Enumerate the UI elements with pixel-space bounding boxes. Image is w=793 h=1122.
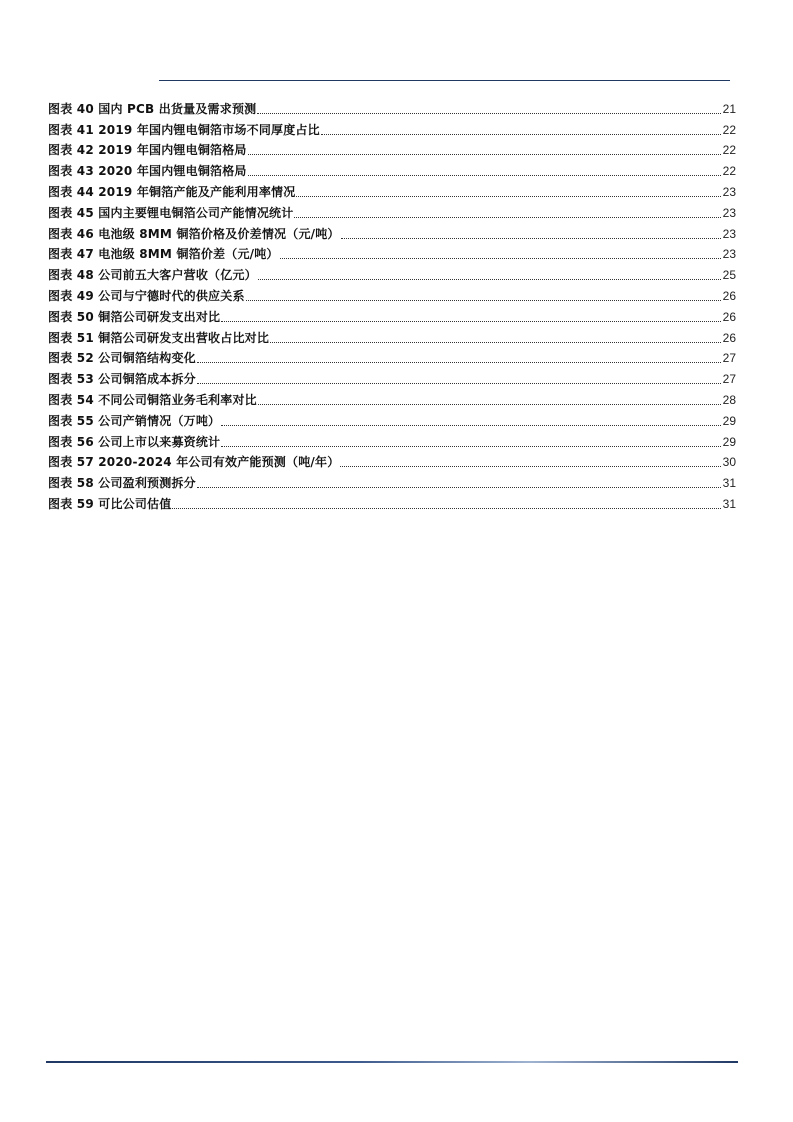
toc-entry-page: 28 (722, 392, 736, 407)
toc-entry-page: 26 (722, 288, 736, 303)
toc-entry[interactable] (48, 346, 736, 367)
toc-entry-label: 图表 59 可比公司估值 (48, 496, 172, 511)
toc-entry-label: 图表 52 公司铜箔结构变化 (48, 351, 196, 366)
toc-entry-label: 图表 51 铜箔公司研发支出营收占比对比 (48, 330, 270, 345)
toc-entry-page: 27 (722, 351, 736, 366)
toc-entry-page: 22 (722, 143, 736, 158)
toc-dot-leader (257, 113, 720, 114)
toc-entry-page: 26 (722, 330, 736, 345)
toc-entry[interactable] (48, 408, 736, 429)
toc-dot-leader (258, 279, 721, 280)
toc-entry-label: 图表 47 电池级 8MM 铜箔价差（元/吨） (48, 247, 279, 262)
toc-entry-page: 27 (722, 372, 736, 387)
toc-entry[interactable] (48, 325, 736, 346)
toc-entry-label: 图表 41 2019 年国内锂电铜箔市场不同厚度占比 (48, 122, 320, 137)
toc-dot-leader (221, 321, 720, 322)
toc-entry-label: 图表 49 公司与宁德时代的供应关系 (48, 288, 245, 303)
toc-dot-leader (172, 508, 720, 509)
toc-entry-page: 31 (722, 476, 736, 491)
toc-dot-leader (270, 342, 721, 343)
toc-entry[interactable] (48, 138, 736, 159)
toc-entry-page: 30 (722, 455, 736, 470)
toc-entry[interactable] (48, 117, 736, 138)
toc-entry-page: 22 (722, 164, 736, 179)
toc-entry-page: 23 (722, 205, 736, 220)
toc-entry[interactable] (48, 304, 736, 325)
toc-dot-leader (197, 487, 721, 488)
toc-entry-label: 图表 55 公司产销情况（万吨） (48, 413, 221, 428)
toc-dot-leader (246, 300, 721, 301)
toc-entry-page: 23 (722, 247, 736, 262)
toc-dot-leader (248, 175, 721, 176)
toc-entry[interactable] (48, 283, 736, 304)
toc-entry-page: 22 (722, 122, 736, 137)
toc-entry-label: 图表 45 国内主要锂电铜箔公司产能情况统计 (48, 205, 294, 220)
toc-entry[interactable] (48, 366, 736, 387)
toc-dot-leader (280, 258, 721, 259)
toc-entry-label: 图表 46 电池级 8MM 铜箔价格及价差情况（元/吨） (48, 226, 340, 241)
toc-entry[interactable] (48, 96, 736, 117)
toc-entry-page: 31 (722, 496, 736, 511)
toc-dot-leader (321, 134, 721, 135)
toc-entry[interactable] (48, 221, 736, 242)
header-rule (159, 80, 730, 81)
toc-entry-label: 图表 54 不同公司铜箔业务毛利率对比 (48, 392, 257, 407)
toc-dot-leader (221, 425, 720, 426)
toc-entry-label: 图表 57 2020-2024 年公司有效产能预测（吨/年） (48, 455, 340, 470)
footer-rule (46, 1061, 738, 1063)
toc-entry[interactable] (48, 429, 736, 450)
toc-entry-label: 图表 42 2019 年国内锂电铜箔格局 (48, 143, 247, 158)
toc-entry[interactable] (48, 491, 736, 512)
toc-entry-page: 26 (722, 309, 736, 324)
toc-dot-leader (296, 196, 720, 197)
toc-entry[interactable] (48, 158, 736, 179)
toc-entry[interactable] (48, 200, 736, 221)
toc-dot-leader (340, 466, 720, 467)
toc-dot-leader (197, 362, 721, 363)
toc-entry[interactable] (48, 179, 736, 200)
toc-entry-label: 图表 53 公司铜箔成本拆分 (48, 372, 196, 387)
toc-dot-leader (294, 217, 720, 218)
table-of-figures (48, 96, 736, 512)
toc-entry-label: 图表 48 公司前五大客户营收（亿元） (48, 268, 257, 283)
toc-entry-label: 图表 58 公司盈利预测拆分 (48, 476, 196, 491)
toc-entry-label: 图表 50 铜箔公司研发支出对比 (48, 309, 221, 324)
toc-entry-label: 图表 44 2019 年铜箔产能及产能利用率情况 (48, 184, 296, 199)
toc-entry-page: 29 (722, 434, 736, 449)
toc-entry-page: 23 (722, 184, 736, 199)
toc-dot-leader (341, 238, 721, 239)
toc-entry[interactable] (48, 470, 736, 491)
toc-entry-page: 29 (722, 413, 736, 428)
toc-dot-leader (197, 383, 721, 384)
toc-entry[interactable] (48, 242, 736, 263)
toc-entry[interactable] (48, 262, 736, 283)
toc-entry-label: 图表 40 国内 PCB 出货量及需求预测 (48, 101, 257, 116)
toc-entry-page: 21 (722, 101, 736, 116)
toc-entry-label: 图表 56 公司上市以来募资统计 (48, 434, 221, 449)
toc-entry-label: 图表 43 2020 年国内锂电铜箔格局 (48, 164, 247, 179)
toc-dot-leader (258, 404, 721, 405)
toc-dot-leader (248, 154, 721, 155)
toc-entry-page: 23 (722, 226, 736, 241)
toc-entry[interactable] (48, 450, 736, 471)
toc-entry-page: 25 (722, 268, 736, 283)
toc-entry[interactable] (48, 387, 736, 408)
toc-dot-leader (221, 446, 720, 447)
